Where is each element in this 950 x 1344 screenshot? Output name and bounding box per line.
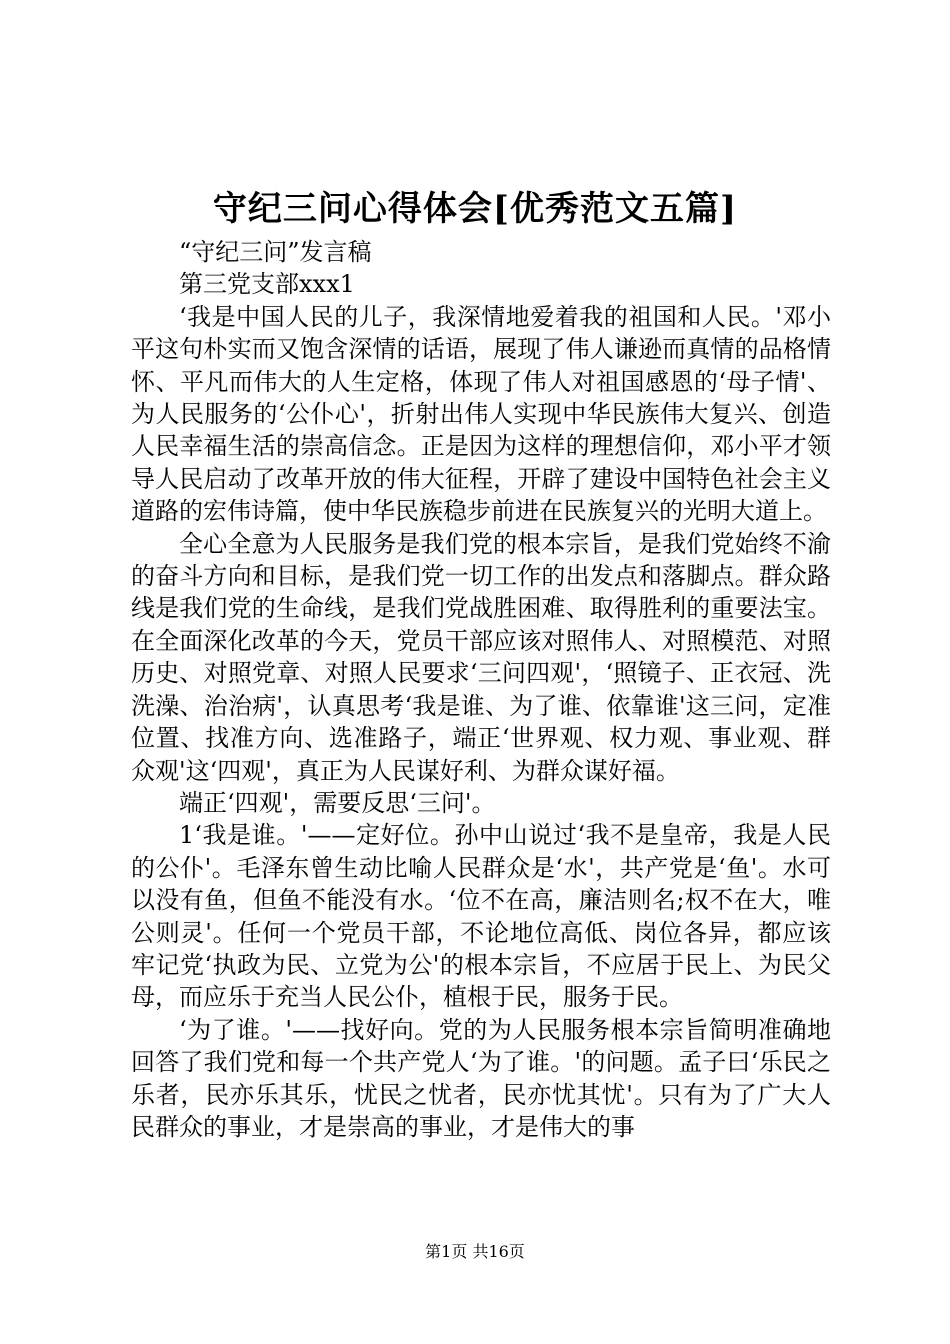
paragraph-body: 1‘我是谁。'——定好位。孙中山说过‘我不是皇帝，我是人民的公仆'。毛泽东曾生动比喻人民群众是‘水'，共产党是‘鱼'。水可以没有鱼，但鱼不能没有水。‘位不在高，廉洁则名;权不在大，唯公则灵'。任何一个党员干部，不论地位高低、岗位各异，都应该牢记党‘执政为民、立党为公'的根本宗旨，不应居于民上、为民父母，而应乐于充当人民公仆，植根于民，服务于民。 [131,821,831,1012]
paragraph-speech-title: “守纪三问”发言稿 [179,238,372,266]
paragraph-body: 全心全意为人民服务是我们党的根本宗旨，是我们党始终不渝的奋斗方向和目标，是我们党一切工作的出发点和落脚点。群众路线是我们党的生命线，是我们党战胜困难、取得胜利的重要法宝。在全面深化改革的今天，党员干部应该对照伟人、对照模范、对照历史、对照党章、对照人民要求‘三问四观'，‘照镜子、正衣冠、洗洗澡、治治病'，认真思考‘我是谁、为了谁、依靠谁'这三问，定准位置、找准方向、选准路子，端正‘世界观、权力观、事业观、群众观'这‘四观'，真正为人民谋好利、为群众谋好福。 [131,529,831,785]
paragraph-body: ‘我是中国人民的儿子，我深情地爱着我的祖国和人民。'邓小平这句朴实而又饱含深情的话语，展现了伟人谦逊而真情的品格情怀、平凡而伟大的人生定格，体现了伟人对祖国感恩的‘母子情'、为人民服务的‘公仆心'，折射出伟人实现中华民族伟大复兴、创造人民幸福生活的崇高信念。正是因为这样的理想信仰，邓小平才领导人民启动了改革开放的伟大征程，开辟了建设中国特色社会主义道路的宏伟诗篇，使中华民族稳步前进在民族复兴的光明大道上。 [131,302,831,526]
page-footer: 第1页 共16页 [425,1242,525,1261]
document-body [131,236,831,1143]
paragraph-body: ‘为了谁。'——找好向。党的为人民服务根本宗旨简明准确地回答了我们党和每一个共产党人‘为了谁。'的问题。孟子曰‘乐民之乐者，民亦乐其乐，忧民之忧者，民亦忧其忧'。只有为了广大人民群众的事业，才是崇高的事业，才是伟大的事 [131,1015,831,1141]
paragraph-body: 端正‘四观'，需要反思‘三问'。 [179,788,496,817]
page-title: 守纪三问心得体会[优秀范文五篇] [212,189,738,229]
paragraph-author: 第三党支部xxx1 [179,270,355,299]
